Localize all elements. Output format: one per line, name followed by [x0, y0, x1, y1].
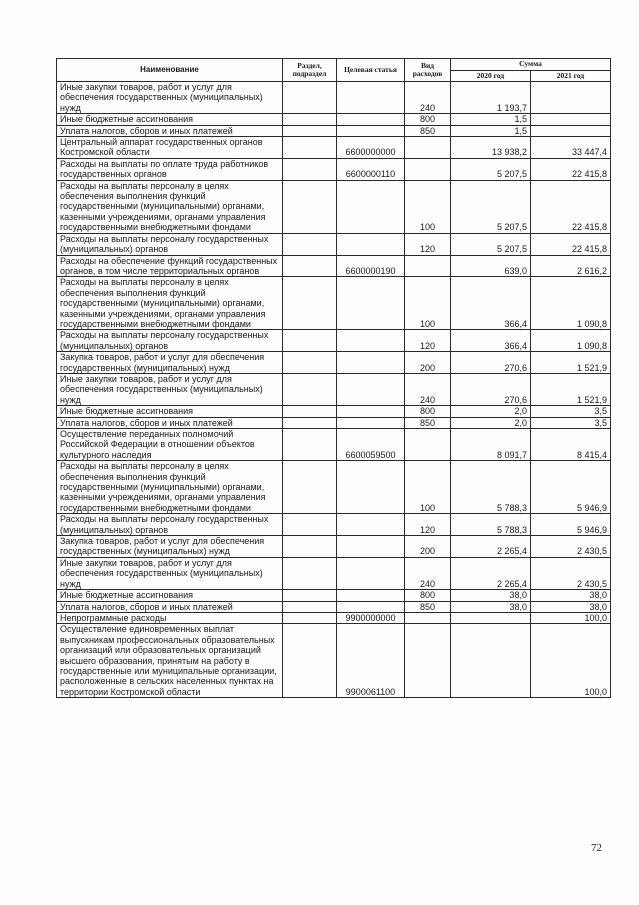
cell-2021: 1 090,8 — [531, 277, 611, 330]
cell-2021: 5 946,9 — [531, 461, 611, 514]
header-2021: 2021 год — [531, 70, 611, 82]
cell-section — [283, 125, 337, 136]
cell-section — [283, 461, 337, 514]
header-2020: 2020 год — [451, 70, 531, 82]
table-row — [57, 536, 611, 558]
cell-type: 100 — [405, 461, 451, 514]
cell-name: Иные бюджетные ассигнования — [57, 590, 283, 601]
cell-2020: 8 091,7 — [451, 429, 531, 461]
cell-name: Уплата налогов, сборов и иных платежей — [57, 601, 283, 612]
cell-2021: 3,5 — [531, 406, 611, 417]
cell-2020: 1,5 — [451, 114, 531, 125]
cell-type — [405, 255, 451, 277]
cell-2020: 270,6 — [451, 352, 531, 374]
cell-target: 9900000000 — [337, 612, 405, 623]
table-row — [57, 406, 611, 417]
header-sum: Сумма — [451, 59, 611, 71]
cell-name: Расходы на выплаты персоналу в целях обеспечения выполнения функций государственными (муниципальными) органами, казенными учреждениями, органами управления государственными внебюджетными фондами — [57, 180, 283, 233]
cell-target — [337, 536, 405, 558]
cell-2021: 22 415,8 — [531, 233, 611, 255]
table-row — [57, 601, 611, 612]
cell-target — [337, 406, 405, 417]
cell-name: Непрограммные расходы — [57, 612, 283, 623]
cell-2020: 1 193,7 — [451, 82, 531, 114]
cell-section — [283, 406, 337, 417]
cell-section — [283, 373, 337, 405]
table-row — [57, 125, 611, 136]
cell-target — [337, 557, 405, 589]
table-row — [57, 255, 611, 277]
cell-section — [283, 137, 337, 159]
header-type: Вид расходов — [405, 59, 451, 82]
cell-2020: 5 788,3 — [451, 514, 531, 536]
cell-section — [283, 180, 337, 233]
cell-2020 — [451, 612, 531, 623]
table-row — [57, 514, 611, 536]
table-row — [57, 277, 611, 330]
cell-2021 — [531, 114, 611, 125]
cell-2021 — [531, 125, 611, 136]
cell-section — [283, 233, 337, 255]
cell-name: Иные бюджетные ассигнования — [57, 114, 283, 125]
table-row — [57, 417, 611, 428]
cell-2021: 2 616,2 — [531, 255, 611, 277]
table-row — [57, 233, 611, 255]
cell-type — [405, 158, 451, 180]
cell-name: Иные закупки товаров, работ и услуг для обеспечения государственных (муниципальных) нужд — [57, 373, 283, 405]
cell-type: 120 — [405, 514, 451, 536]
cell-type: 200 — [405, 352, 451, 374]
cell-target — [337, 514, 405, 536]
cell-section — [283, 601, 337, 612]
cell-name: Закупка товаров, работ и услуг для обеспечения государственных (муниципальных) нужд — [57, 352, 283, 374]
cell-target — [337, 277, 405, 330]
cell-2020: 366,4 — [451, 330, 531, 352]
cell-type — [405, 612, 451, 623]
cell-2021: 3,5 — [531, 417, 611, 428]
table-row — [57, 352, 611, 374]
cell-type: 240 — [405, 557, 451, 589]
cell-target — [337, 180, 405, 233]
cell-name: Расходы на выплаты по оплате труда работников государственных органов — [57, 158, 283, 180]
cell-type: 100 — [405, 277, 451, 330]
cell-type: 800 — [405, 114, 451, 125]
cell-type: 240 — [405, 373, 451, 405]
cell-2021: 33 447,4 — [531, 137, 611, 159]
cell-section — [283, 82, 337, 114]
cell-2020: 270,6 — [451, 373, 531, 405]
table-row — [57, 624, 611, 698]
cell-2020: 366,4 — [451, 277, 531, 330]
cell-type: 100 — [405, 180, 451, 233]
cell-2020: 2,0 — [451, 417, 531, 428]
cell-target: 6600059500 — [337, 429, 405, 461]
cell-name: Расходы на выплаты персоналу в целях обеспечения выполнения функций государственными (муниципальными) органами, казенными учреждениями, органами управления государственными внебюджетными фондами — [57, 461, 283, 514]
cell-name: Закупка товаров, работ и услуг для обеспечения государственных (муниципальных) нужд — [57, 536, 283, 558]
cell-2021: 1 090,8 — [531, 330, 611, 352]
cell-name: Расходы на обеспечение функций государственных органов, в том числе территориальных органов — [57, 255, 283, 277]
cell-2021: 2 430,5 — [531, 536, 611, 558]
cell-2020: 2 265,4 — [451, 536, 531, 558]
cell-section — [283, 114, 337, 125]
cell-section — [283, 612, 337, 623]
cell-target — [337, 601, 405, 612]
table-row — [57, 461, 611, 514]
cell-2020: 5 207,5 — [451, 233, 531, 255]
cell-type: 120 — [405, 233, 451, 255]
cell-2020: 5 207,5 — [451, 180, 531, 233]
cell-2020 — [451, 624, 531, 698]
cell-target: 6600000110 — [337, 158, 405, 180]
cell-target — [337, 125, 405, 136]
cell-target — [337, 352, 405, 374]
table-header — [57, 59, 611, 82]
cell-name: Уплата налогов, сборов и иных платежей — [57, 417, 283, 428]
cell-section — [283, 352, 337, 374]
cell-2020: 38,0 — [451, 590, 531, 601]
cell-name: Осуществление единовременных выплат выпускникам профессиональных образовательных организаций или образовательных организаций высшего образования, принятым на работу в государственные или муниципальные организации, расположенные в сельских населенных пунктах на территории Костромской области — [57, 624, 283, 698]
cell-type: 850 — [405, 125, 451, 136]
cell-2021: 5 946,9 — [531, 514, 611, 536]
cell-section — [283, 158, 337, 180]
cell-2020: 639,0 — [451, 255, 531, 277]
cell-2021: 100,0 — [531, 624, 611, 698]
header-section: Раздел, подраздел — [283, 59, 337, 82]
cell-section — [283, 255, 337, 277]
table-row — [57, 137, 611, 159]
cell-section — [283, 330, 337, 352]
cell-2020: 13 938,2 — [451, 137, 531, 159]
cell-name: Иные бюджетные ассигнования — [57, 406, 283, 417]
cell-target — [337, 373, 405, 405]
cell-section — [283, 624, 337, 698]
cell-type: 200 — [405, 536, 451, 558]
cell-section — [283, 536, 337, 558]
cell-2021: 38,0 — [531, 590, 611, 601]
cell-target: 9900061100 — [337, 624, 405, 698]
cell-2021: 1 521,9 — [531, 352, 611, 374]
cell-type: 800 — [405, 406, 451, 417]
cell-name: Осуществление переданных полномочий Российской Федерации в отношении объектов культурного наследия — [57, 429, 283, 461]
table-row — [57, 557, 611, 589]
cell-2020: 1,5 — [451, 125, 531, 136]
cell-type: 800 — [405, 590, 451, 601]
cell-2021: 8 415,4 — [531, 429, 611, 461]
cell-section — [283, 557, 337, 589]
cell-2021 — [531, 82, 611, 114]
cell-section — [283, 277, 337, 330]
cell-name: Расходы на выплаты персоналу в целях обеспечения выполнения функций государственными (муниципальными) органами, казенными учреждениями, органами управления государственными внебюджетными фондами — [57, 277, 283, 330]
cell-2021: 1 521,9 — [531, 373, 611, 405]
cell-type — [405, 137, 451, 159]
cell-type — [405, 429, 451, 461]
cell-2020: 5 207,5 — [451, 158, 531, 180]
cell-type: 850 — [405, 417, 451, 428]
cell-name: Расходы на выплаты персоналу государственных (муниципальных) органов — [57, 330, 283, 352]
cell-target: 6600000190 — [337, 255, 405, 277]
cell-2020: 38,0 — [451, 601, 531, 612]
table-row — [57, 330, 611, 352]
table-row — [57, 114, 611, 125]
cell-target — [337, 233, 405, 255]
cell-2021: 22 415,8 — [531, 158, 611, 180]
cell-type — [405, 624, 451, 698]
cell-type: 240 — [405, 82, 451, 114]
table-row — [57, 612, 611, 623]
cell-2020: 5 788,3 — [451, 461, 531, 514]
cell-name: Иные закупки товаров, работ и услуг для обеспечения государственных (муниципальных) нужд — [57, 82, 283, 114]
cell-name: Уплата налогов, сборов и иных платежей — [57, 125, 283, 136]
table-row — [57, 158, 611, 180]
table-row — [57, 180, 611, 233]
table-row — [57, 429, 611, 461]
table-row — [57, 590, 611, 601]
cell-target — [337, 461, 405, 514]
cell-2021: 38,0 — [531, 601, 611, 612]
cell-section — [283, 514, 337, 536]
header-name: Наименование — [57, 59, 283, 82]
cell-section — [283, 417, 337, 428]
cell-type: 850 — [405, 601, 451, 612]
cell-2021: 22 415,8 — [531, 180, 611, 233]
cell-target: 6600000000 — [337, 137, 405, 159]
cell-target — [337, 330, 405, 352]
cell-target — [337, 417, 405, 428]
cell-target — [337, 82, 405, 114]
cell-name: Расходы на выплаты персоналу государственных (муниципальных) органов — [57, 233, 283, 255]
budget-table — [56, 58, 611, 698]
cell-2021: 2 430,5 — [531, 557, 611, 589]
cell-2020: 2 265,4 — [451, 557, 531, 589]
table-row — [57, 82, 611, 114]
cell-2020: 2,0 — [451, 406, 531, 417]
table-row — [57, 373, 611, 405]
cell-section — [283, 429, 337, 461]
table-body — [57, 82, 611, 698]
cell-target — [337, 590, 405, 601]
header-target: Целевая статья — [337, 59, 405, 82]
cell-name: Расходы на выплаты персоналу государственных (муниципальных) органов — [57, 514, 283, 536]
page-number: 72 — [591, 842, 602, 854]
cell-name: Иные закупки товаров, работ и услуг для обеспечения государственных (муниципальных) нужд — [57, 557, 283, 589]
cell-2021: 100,0 — [531, 612, 611, 623]
cell-section — [283, 590, 337, 601]
cell-name: Центральный аппарат государственных органов Костромской области — [57, 137, 283, 159]
cell-target — [337, 114, 405, 125]
cell-type: 120 — [405, 330, 451, 352]
